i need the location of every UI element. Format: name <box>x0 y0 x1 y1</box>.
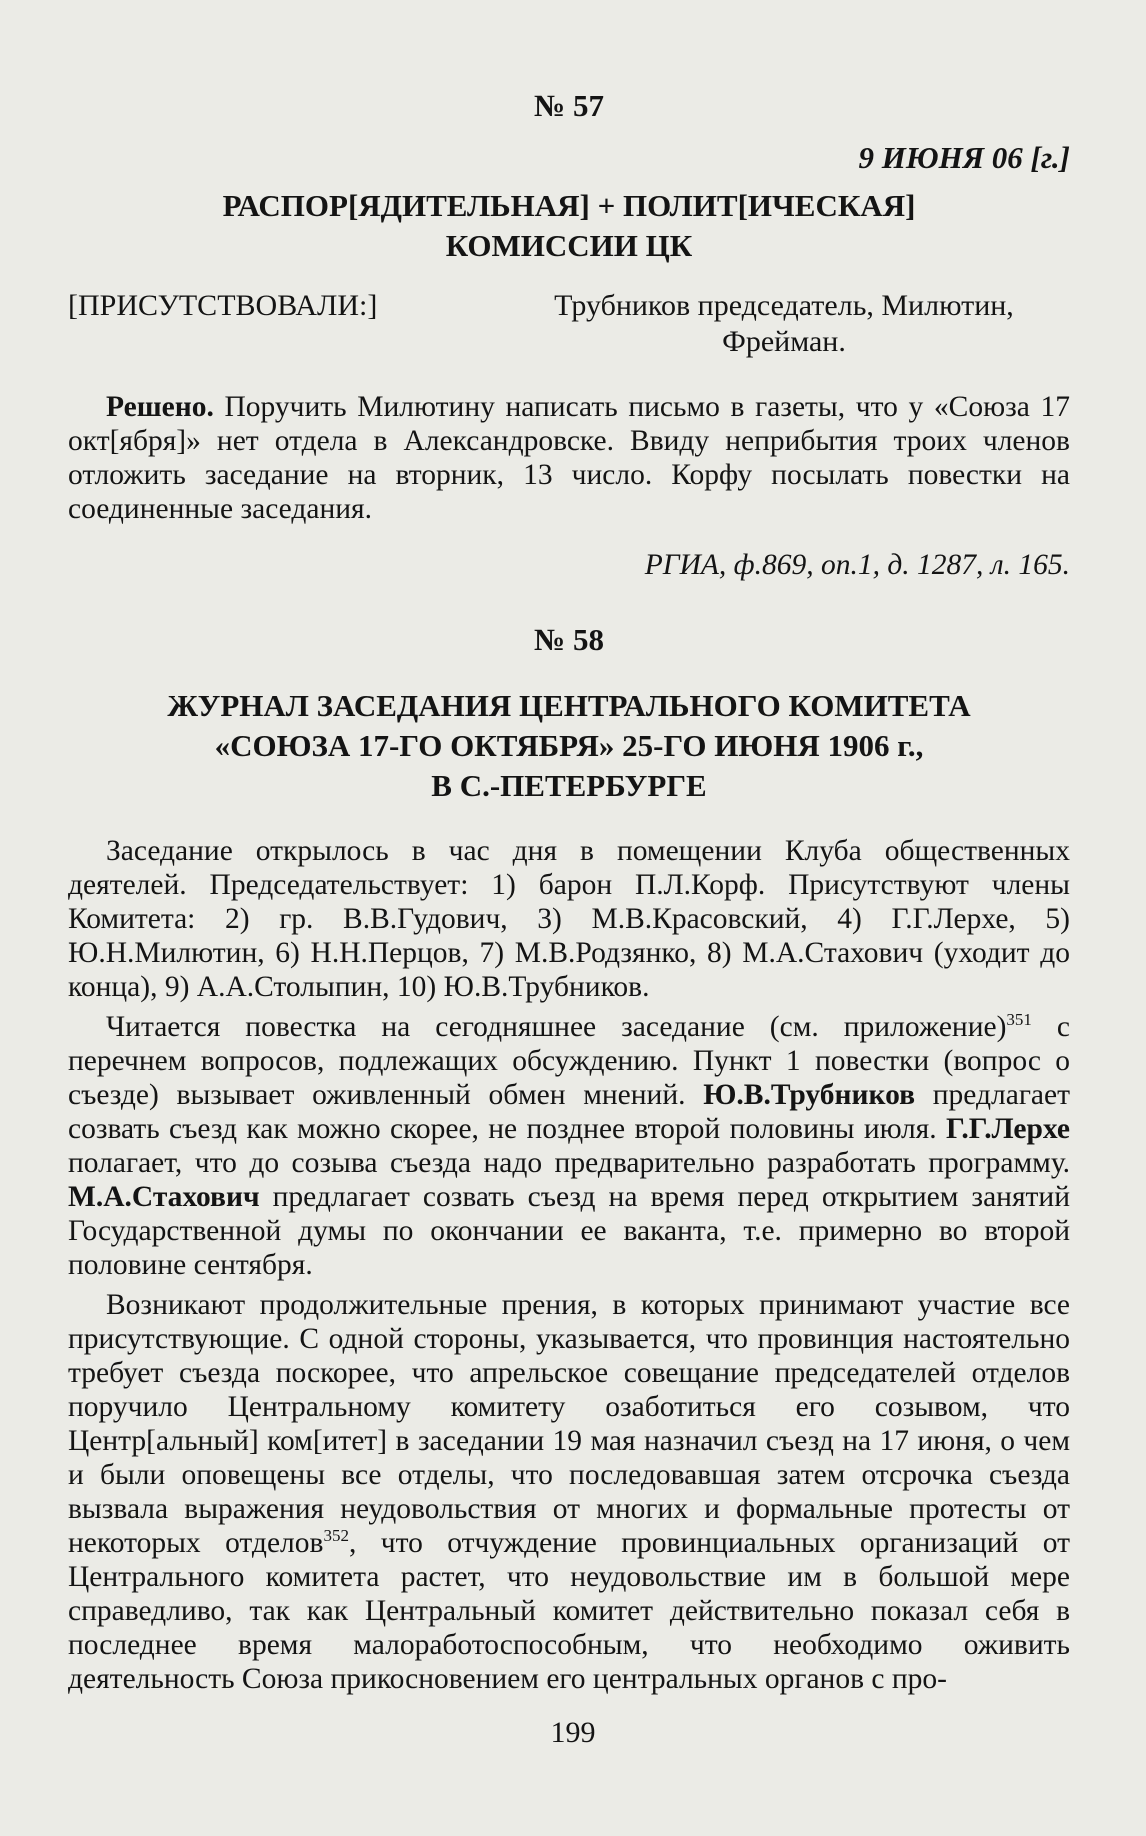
decision-label: Решено. <box>106 391 214 423</box>
document-body <box>68 834 1070 1696</box>
footnote-ref: 352 <box>323 1526 349 1546</box>
text-run: предлагает созвать съезд как можно скорее, не позднее второй половины июля. <box>68 1079 1070 1145</box>
title-line: РАСПОР[ЯДИТЕЛЬНАЯ] + ПОЛИТ[ИЧЕСКАЯ] <box>222 188 916 223</box>
text-run: , что отчуждение провинциальных организаций от Центрального комитета растет, что неудовольствие им в большой мере справедливо, так как Центральный комитет действительно показал себя в последнее время малоработоспособным, что необходимо оживить деятельность Союза прикосновением его центральных органов с про- <box>68 1527 1070 1695</box>
footnote-ref: 351 <box>1006 1010 1032 1030</box>
document-number: № 58 <box>534 622 604 657</box>
title-line: ЖУРНАЛ ЗАСЕДАНИЯ ЦЕНТРАЛЬНОГО КОМИТЕТА <box>167 688 971 723</box>
attendance-names-line: Фрейман. <box>722 325 846 358</box>
text-run: предлагает созвать съезд на время перед открытием занятий Государственной думы по окончании ее ваканта, т.е. примерно во второй половине сентября. <box>68 1181 1070 1281</box>
title-line: В С.-ПЕТЕРБУРГЕ <box>431 768 707 803</box>
document-date: 9 ИЮНЯ 06 [г.] <box>858 140 1070 175</box>
attendance-block <box>68 288 1070 360</box>
attendance-label: [ПРИСУТСТВОВАЛИ:] <box>68 289 378 322</box>
document-title <box>68 186 1070 266</box>
document-title <box>68 686 1070 806</box>
text-run: полагает, что до созыва съезда надо предварительно разработать программу. <box>68 1147 1070 1179</box>
speaker-name: Ю.В.Трубников <box>703 1079 916 1111</box>
paragraph <box>68 1288 1070 1696</box>
title-line: «СОЮЗА 17-ГО ОКТЯБРЯ» 25-ГО ИЮНЯ 1906 г., <box>214 728 924 763</box>
attendance-names <box>498 288 1070 360</box>
title-line: КОМИССИИ ЦК <box>445 228 693 263</box>
text-run: Читается повестка на сегодняшнее заседание (см. приложение) <box>106 1011 1007 1043</box>
paragraph <box>68 1010 1070 1282</box>
page-number: 199 <box>550 1716 596 1749</box>
speaker-name: Г.Г.Лерхе <box>945 1113 1070 1145</box>
paragraph: Заседание открылось в час дня в помещении Клуба общественных деятелей. Председательствует: 1) барон П.Л.Корф. Присутствуют члены Комитета: 2) гр. В.В.Гудович, 3) М.В.Красовский, 4) Г.Г.Лерхе, 5) Ю.Н.Милютин, 6) Н.Н.Перцов, 7) М.В.Родзянко, 8) М.А.Стахович (уходит до конца), 9) А.А.Столыпин, 10) Ю.В.Трубников. <box>68 835 1070 1003</box>
attendance-names-line: Трубников председатель, Милютин, <box>554 289 1014 322</box>
speaker-name: М.А.Стахович <box>68 1181 260 1213</box>
text-run: Возникают продолжительные прения, в которых принимают участие все присутствующие. С одной стороны, указывается, что провинция настоятельно требует съезда поскорее, что апрельское совещание председателей отделов поручило Центральному комитету озаботиться его созывом, что Центр[альный] ком[итет] в заседании 19 мая назначил съезд на 17 июня, о чем и были оповещены все отделы, что последовавшая затем отсрочка съезда вызвала выражения неудовольствия от многих и формальные протесты от некоторых отделов <box>68 1289 1070 1559</box>
decision-paragraph <box>68 390 1070 526</box>
document-number: № 57 <box>534 88 604 123</box>
archive-source: РГИА, ф.869, оп.1, д. 1287, л. 165. <box>644 549 1070 581</box>
text-run: с перечнем вопросов, подлежащих обсуждению. Пункт 1 повестки (вопрос о съезде) вызывает оживленный обмен мнений. <box>68 1011 1071 1111</box>
document-58 <box>68 622 1070 1696</box>
decision-text: Поручить Милютину написать письмо в газеты, что у «Союза 17 окт[ября]» нет отдела в Александровске. Ввиду неприбытия троих членов отложить заседание на вторник, 13 число. Корфу посылать повестки на соединенные заседания. <box>68 391 1070 525</box>
document-57 <box>68 88 1070 582</box>
